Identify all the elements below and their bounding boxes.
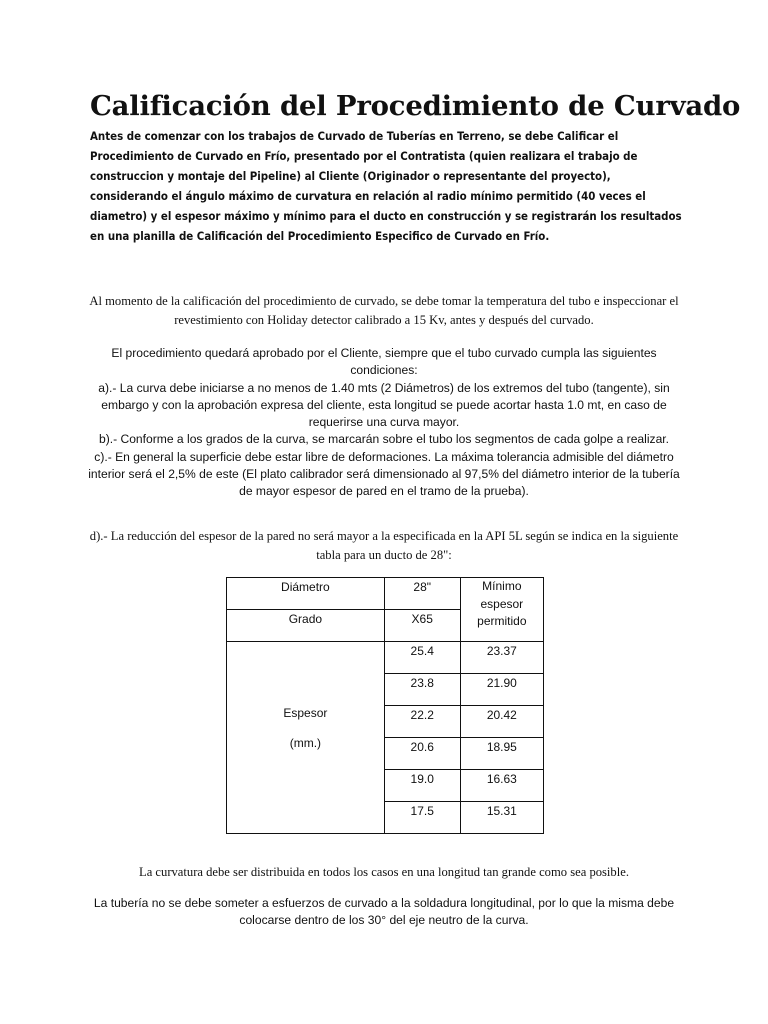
espesor-label-cell (227, 642, 385, 834)
page-title: Calificación del Procedimiento de Curvado (90, 90, 741, 122)
diametro-value-cell: 28" (384, 578, 460, 610)
table-cell-espesor: 20.6 (384, 738, 460, 770)
espesor-unit: (mm.) (289, 736, 322, 750)
curvature-paragraph: La curvatura debe ser distribuida en todos los casos en una longitud tan grande como sea posible. (139, 865, 629, 879)
minimo-header-cell: Mínimo espesor permitido (460, 578, 543, 642)
table-cell-minimo: 23.37 (460, 642, 543, 674)
table-cell-espesor: 17.5 (384, 802, 460, 834)
condition-c: c).- En general la superficie debe estar libre de deformaciones. La máxima tolerancia admisible del diámetro interior será el 2,5% de este (El plato calibrador será dimensionado al 97,5% del diámetro interior de la tubería de mayor espesor de pared en el tramo de la prueba). (88, 449, 680, 499)
condition-d-paragraph: d).- La reducción del espesor de la pared no será mayor a la especificada en la API 5L según se indica en la siguiente tabla para un ducto de 28": (89, 529, 679, 562)
temperature-paragraph: Al momento de la calificación del procedimiento de curvado, se debe tomar la temperatura del tubo e inspeccionar el revestimiento con Holiday detector calibrado a 15 Kv, antes y después del curvado. (89, 294, 679, 327)
table-cell-minimo: 15.31 (460, 802, 543, 834)
thickness-table (226, 577, 544, 834)
table-cell-minimo: 18.95 (460, 738, 543, 770)
espesor-label: Espesor (283, 706, 328, 720)
table-cell-minimo: 21.90 (460, 674, 543, 706)
table-cell-espesor: 23.8 (384, 674, 460, 706)
conditions-intro: El procedimiento quedará aprobado por el Cliente, siempre que el tubo curvado cumpla las siguientes condiciones: (111, 346, 657, 378)
intro-paragraph: Antes de comenzar con los trabajos de Curvado de Tuberías en Terreno, se debe Calificar el Procedimiento de Curvado en Frío, presentado por el Contratista (quien realizara el trabajo de construccion y montaje del Pipeline) al Cliente (Originador o representante del proyecto), considerando el ángulo máximo de curvatura en relación al radio mínimo permitido (40 veces el diametro) y el espesor máximo y mínimo para el ducto en construcción y se registrarán los resultados en una planilla de Calificación del Procedimiento Especifico de Curvado en Frío. (90, 129, 682, 244)
table-cell-minimo: 16.63 (460, 770, 543, 802)
conditions-block (84, 345, 684, 501)
table-cell-minimo: 20.42 (460, 706, 543, 738)
table-cell-espesor: 22.2 (384, 706, 460, 738)
grado-label-cell: Grado (227, 610, 385, 642)
table-cell-espesor: 25.4 (384, 642, 460, 674)
grado-value-cell: X65 (384, 610, 460, 642)
table-cell-espesor: 19.0 (384, 770, 460, 802)
condition-b: b).- Conforme a los grados de la curva, se marcarán sobre el tubo los segmentos de cada golpe a realizar. (98, 432, 670, 447)
diametro-label-cell: Diámetro (227, 578, 385, 610)
weld-paragraph: La tubería no se debe someter a esfuerzos de curvado a la soldadura longitudinal, por lo que la misma debe colocarse dentro de los 30° del eje neutro de la curva. (93, 896, 675, 928)
condition-a: a).- La curva debe iniciarse a no menos de 1.40 mts (2 Diámetros) de los extremos del tubo (tangente), sin embargo y con la aprobación expresa del cliente, esta longitud se puede acortar hasta 1.0 mt, en caso de requerirse una curva mayor. (98, 380, 670, 430)
